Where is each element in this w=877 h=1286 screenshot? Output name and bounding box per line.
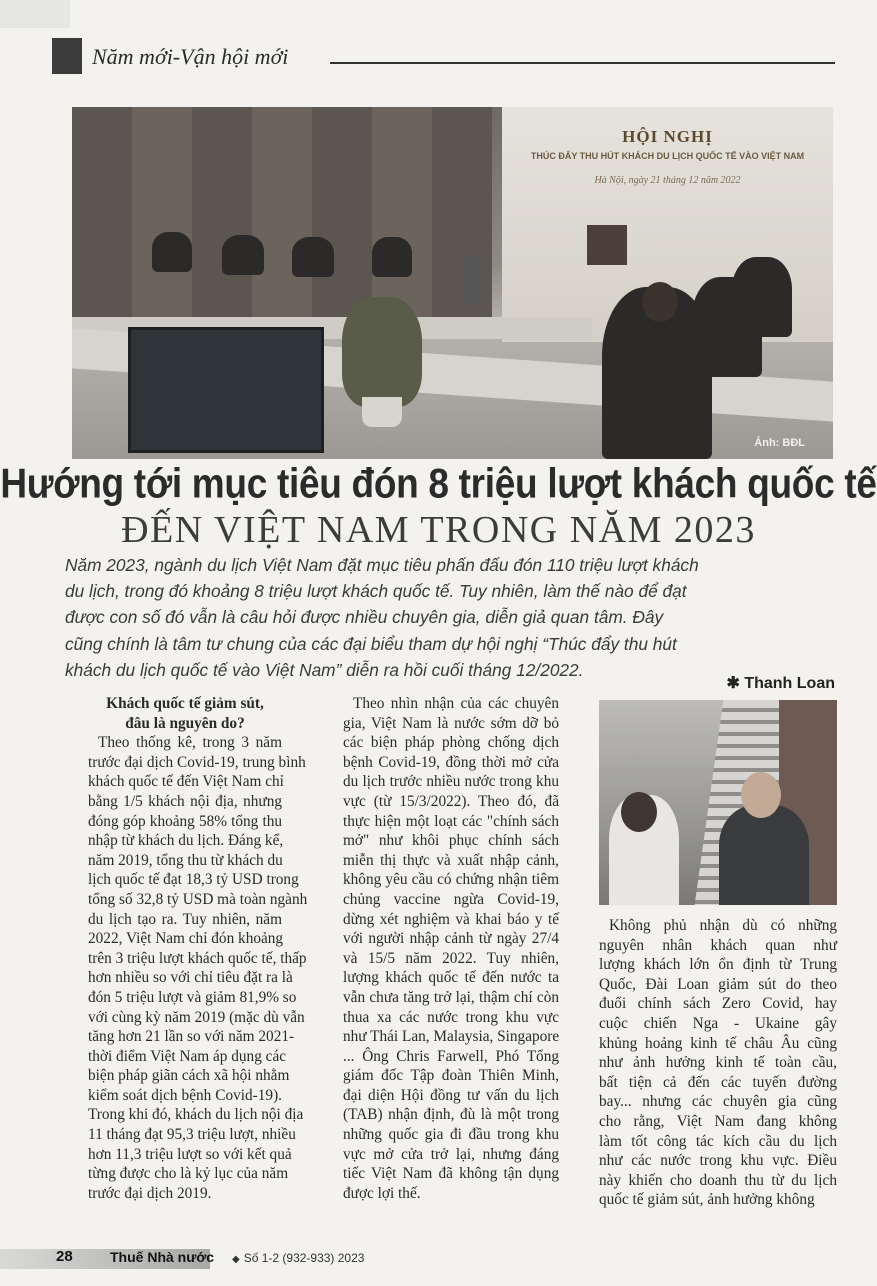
section-marker xyxy=(52,38,82,74)
text-line: vực (từ 15/3/2022). Theo đó, đã xyxy=(343,792,559,810)
column-3-body xyxy=(599,916,837,1210)
text-line: thực hiện một loạt các "chính sách xyxy=(343,812,559,830)
text-line: du lịch tạo ra. Tuy nhiên, năm xyxy=(88,910,282,928)
text-line: vẫn chưa tăng trở lại, thậm chí còn xyxy=(343,988,559,1006)
text-line: Quốc, Đài Loan giảm sút do theo xyxy=(599,975,837,993)
text-line: với người nhập cảnh từ ngày 27/4 xyxy=(343,930,559,948)
text-line: thua xa các nước trong khu vực xyxy=(343,1008,559,1026)
conference-photo xyxy=(72,107,833,459)
lede-line: được con số đó vẫn là câu hỏi được nhiều chuyên gia, diễn giả quan tâm. Đây xyxy=(65,607,664,628)
section-label: Năm mới-Vận hội mới xyxy=(92,44,289,69)
photo-person xyxy=(292,237,334,277)
photo-banner-subtitle: THÚC ĐẨY THU HÚT KHÁCH DU LỊCH QUỐC TẾ VÀO VIỆT NAM xyxy=(530,151,805,161)
text-line: Trong khi đó, khách du lịch nội địa xyxy=(88,1106,304,1124)
arrival-photo xyxy=(599,700,837,905)
text-line: (TAB) nhận định, đù là một trong xyxy=(343,1106,559,1124)
text-line: lượng khách quốc tế đến nước ta xyxy=(343,969,559,987)
photo-podium xyxy=(587,225,627,265)
photo-banner-title: HỘI NGHỊ xyxy=(622,127,713,146)
text-line: tăng hơn 21 lần so với năm 2021- xyxy=(88,1028,295,1046)
text-line: nguyên nhân khách quan như xyxy=(599,936,837,954)
photo-pot xyxy=(362,397,402,427)
text-line: từng được cho là kỷ lục của năm xyxy=(88,1165,289,1183)
page-corner xyxy=(0,0,70,28)
photo-person xyxy=(222,235,264,275)
text-line: được lợi thế. xyxy=(343,1184,421,1202)
text-line: giám đốc Tập đoàn Thiên Minh, xyxy=(343,1067,559,1085)
text-line: bất tiện cả đến các tuyến đường xyxy=(599,1073,837,1091)
page-number: 28 xyxy=(56,1248,73,1265)
text-line: Theo nhìn nhận của các chuyên xyxy=(353,695,559,712)
text-line: tổng số 32,8 tỷ USD mà toàn ngành xyxy=(88,890,308,908)
lede-line: cũng chính là tâm tư chung của các đại biểu tham dự hội nghị “Thúc đẩy thu hút xyxy=(65,633,677,654)
byline: ✱ Thanh Loan xyxy=(726,675,835,692)
text-line: quốc tế giảm sút, ảnh hưởng không xyxy=(599,1191,815,1209)
text-line: thời điểm Việt Nam áp dụng các xyxy=(88,1047,287,1065)
text-line: trên 3 triệu lượt khách quốc tế, thấp xyxy=(88,949,307,967)
column-2 xyxy=(343,694,559,1203)
text-line: lượng khách lớn ổn định từ Trung xyxy=(599,956,837,974)
photo-credit: Ảnh: BĐL xyxy=(754,437,805,449)
text-line: bằng 1/5 khách nội địa, nhưng xyxy=(88,792,282,810)
text-line: nhập từ khách du lịch. Đáng kể, xyxy=(88,832,284,850)
text-line: vực mở cửa trở lại, nhưng đáng xyxy=(343,1145,559,1163)
lede-paragraph xyxy=(65,552,835,683)
photo-screen xyxy=(128,327,324,453)
column-2-body xyxy=(343,694,559,1203)
text-line: các biện pháp phòng chống dịch xyxy=(343,734,559,752)
issue-diamond-icon: ◆ xyxy=(232,1254,240,1265)
text-line: tiếc Việt Nam đã không tận dụng xyxy=(343,1165,559,1183)
photo-traveler xyxy=(719,805,809,905)
text-line: như Thái Lan, Malaysia, Singapore xyxy=(343,1028,560,1046)
text-line: trước đại dịch Covid-19, trung bình xyxy=(88,753,306,771)
photo-person xyxy=(152,232,192,272)
text-line: gia, Việt Nam là nước sớm dỡ bỏ xyxy=(343,714,559,732)
text-line: và 15/5 năm 2022. Tuy nhiên, xyxy=(343,949,559,967)
text-line: không yêu cầu có chứng nhận tiêm xyxy=(343,871,559,889)
text-line: Không phủ nhận dù có những xyxy=(609,917,837,934)
column-3 xyxy=(599,916,837,1210)
text-line: khủng hoảng kinh tế châu Âu cũng xyxy=(599,1034,837,1052)
lede-line: khách du lịch quốc tế vào Việt Nam” diễn ra hồi cuối tháng 12/2022. xyxy=(65,659,584,680)
text-line: bệnh Covid-19, đồng thời mở cửa xyxy=(343,753,559,771)
issue-info xyxy=(232,1251,364,1265)
headline-line2: ĐẾN VIỆT NAM TRONG NĂM 2023 xyxy=(121,509,756,551)
text-line: năm 2019, tổng thu từ khách du xyxy=(88,851,283,869)
text-line: như các nước trong khu vực. Điều xyxy=(599,1152,837,1170)
text-line: dừng xét nghiệm và khai báo y tế xyxy=(343,910,559,928)
photo-banner-date: Hà Nội, ngày 21 tháng 12 năm 2022 xyxy=(594,175,741,186)
photo-traveler-head xyxy=(741,772,781,818)
magazine-name: Thuế Nhà nước xyxy=(110,1249,215,1265)
photo-flag xyxy=(464,257,480,305)
text-line: đón 5 triệu lượt và giảm 81,9% so xyxy=(88,988,297,1006)
text-line: cuộc chiến Nga - Ukaine gây xyxy=(599,1014,837,1032)
text-line: miễn thị thực và xuất nhập cảnh, xyxy=(343,851,559,869)
text-line: làm tốt công tác kích cầu du lịch xyxy=(599,1132,837,1150)
subhead-line: Khách quốc tế giảm sút, xyxy=(106,695,264,712)
text-line: hơn nhiều so với chỉ tiêu đặt ra là xyxy=(88,969,293,987)
column-1-body xyxy=(88,733,308,1203)
issue-number: Số 1-2 (932-933) 2023 xyxy=(243,1251,365,1265)
subhead-line: đâu là nguyên do? xyxy=(125,714,245,732)
section-rule xyxy=(330,62,835,64)
headline-line1: Hướng tới mục tiêu đón 8 triệu lượt khách quốc tế xyxy=(0,460,877,507)
subhead xyxy=(88,694,282,733)
text-line: cho rằng, Việt Nam đang không xyxy=(599,1112,837,1130)
text-line: đại diện Hội đồng tư vấn du lịch xyxy=(343,1086,559,1104)
text-line: du lịch trước nhiều nước trong khu xyxy=(343,773,559,791)
photo-person xyxy=(732,257,792,337)
text-line: đuổi chính sách Zero Covid, hay xyxy=(599,995,837,1013)
column-1 xyxy=(88,694,308,1203)
text-line: 11 tháng đạt 95,3 triệu lượt, nhiều xyxy=(88,1126,296,1144)
text-line: mở" như khôi phục chính sách xyxy=(343,832,559,850)
text-line: như ảnh hưởng kinh tế toàn cầu, xyxy=(599,1054,837,1072)
text-line: chủng vaccine ngừa Covid-19, xyxy=(343,890,559,908)
text-line: với cùng kỳ năm 2019 (mặc dù vẫn xyxy=(88,1008,305,1026)
photo-head xyxy=(642,282,678,322)
photo-plant xyxy=(342,297,422,407)
lede-line: du lịch, trong đó khoảng 8 triệu lượt khách quốc tế. Tuy nhiên, làm thế nào để đạt xyxy=(65,581,687,602)
text-line: ... Ông Chris Farwell, Phó Tổng xyxy=(343,1047,559,1065)
text-line: kiểm soát dịch bệnh Covid-19). xyxy=(88,1086,282,1104)
text-line: hơn 11,3 triệu lượt so với kết quả xyxy=(88,1145,292,1163)
photo-woman-head xyxy=(621,792,657,832)
text-line: Theo thống kê, trong 3 năm xyxy=(98,734,282,752)
text-line: đóng góp khoảng 58% tổng thu xyxy=(88,812,282,830)
text-line: những quốc gia đi đầu trong khu xyxy=(343,1126,559,1144)
text-line: lịch quốc tế đạt 18,3 tỷ USD trong xyxy=(88,871,299,889)
text-line: khách quốc tế đến Việt Nam chỉ xyxy=(88,773,284,791)
text-line: bay... nhưng các chuyên gia cũng xyxy=(599,1093,837,1111)
photo-person xyxy=(372,237,412,277)
lede-line: Năm 2023, ngành du lịch Việt Nam đặt mục tiêu phấn đấu đón 110 triệu lượt khách xyxy=(65,555,699,575)
text-line: trước đại dịch 2019. xyxy=(88,1184,212,1202)
text-line: biện pháp giãn cách xã hội nhằm xyxy=(88,1067,290,1085)
text-line: này khiến cho doanh thu từ du lịch xyxy=(599,1171,837,1189)
photo-wall xyxy=(72,107,492,317)
text-line: 2022, Việt Nam chỉ đón khoảng xyxy=(88,930,284,948)
